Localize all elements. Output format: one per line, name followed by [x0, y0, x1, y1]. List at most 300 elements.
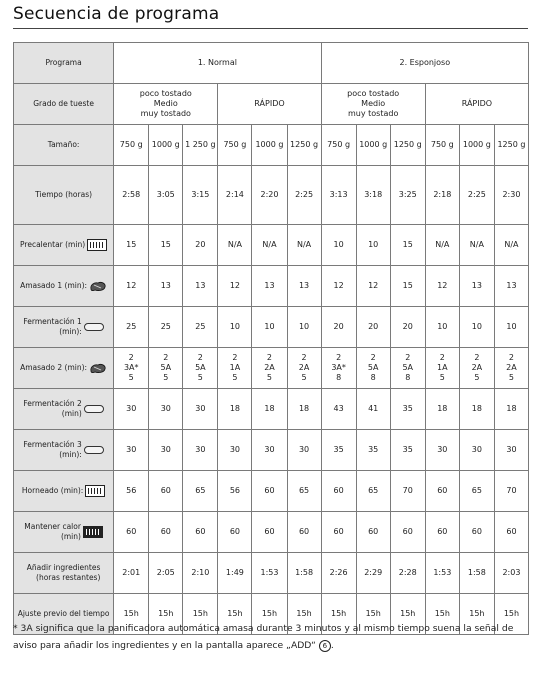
- size-label: Tamaño:: [14, 125, 114, 166]
- step-row: [14, 512, 529, 553]
- value-cell: [218, 471, 252, 512]
- step-row: [14, 553, 529, 594]
- value-line: 5: [128, 373, 134, 382]
- value-line: 3A*: [123, 363, 139, 372]
- value-line: 3A*: [331, 363, 346, 372]
- value-line: 60: [437, 527, 448, 536]
- value-cell: [287, 348, 321, 389]
- value-line: 2A: [471, 363, 483, 372]
- value-line: 30: [506, 445, 517, 454]
- value-line: N/A: [296, 240, 312, 249]
- value-line: 30: [126, 404, 137, 413]
- value-cell: [494, 512, 528, 553]
- step-label-line: (min):: [59, 327, 82, 336]
- step-row: [14, 225, 529, 266]
- value-cell: [218, 225, 252, 266]
- value-cell: [183, 430, 218, 471]
- step-label-line: (min):: [59, 450, 82, 459]
- value-line: 5: [266, 373, 273, 382]
- value-cell: [183, 389, 218, 430]
- step-row: [14, 430, 529, 471]
- kneading-icon: [89, 280, 107, 292]
- value-line: 5: [232, 373, 238, 382]
- value-cell: [356, 553, 390, 594]
- browning-rapid-esponjoso: RÁPIDO: [425, 84, 528, 125]
- value-cell: [425, 225, 459, 266]
- value-line: 15h: [261, 609, 278, 618]
- size-cell: 1000 g: [252, 125, 287, 166]
- value-cell: [114, 389, 149, 430]
- value-cell: [149, 348, 183, 389]
- value-line: 15: [160, 240, 171, 249]
- value-line: 2:01: [122, 568, 141, 577]
- value-line: 2: [301, 353, 307, 362]
- value-cell: [183, 471, 218, 512]
- step-row: [14, 166, 529, 225]
- value-line: N/A: [262, 240, 277, 249]
- step-label-line: (min): [60, 532, 81, 541]
- value-line: 2: [508, 353, 514, 362]
- value-line: 60: [333, 486, 344, 495]
- circled-number-icon: 6: [319, 640, 331, 652]
- value-line: 2A: [298, 363, 310, 372]
- program-row: [14, 43, 529, 84]
- value-cell: [494, 348, 528, 389]
- step-label-line: (horas restantes): [36, 573, 101, 582]
- value-line: 30: [160, 445, 171, 454]
- value-line: 30: [471, 445, 482, 454]
- value-cell: [390, 225, 425, 266]
- value-line: 5: [163, 373, 169, 382]
- browning-option: poco tostado: [139, 89, 192, 98]
- value-line: 60: [195, 527, 206, 536]
- value-cell: [494, 166, 528, 225]
- title-divider: [13, 28, 528, 29]
- value-line: 2:14: [225, 190, 244, 199]
- value-cell: [390, 307, 425, 348]
- value-line: 15: [402, 281, 413, 290]
- browning-label: Grado de tueste: [14, 84, 114, 125]
- value-cell: [356, 512, 390, 553]
- value-cell: [114, 307, 149, 348]
- browning-toasted-normal: [114, 84, 218, 125]
- value-cell: [149, 389, 183, 430]
- value-cell: [494, 553, 528, 594]
- step-label-line: Amasado 1 (min):: [20, 281, 88, 290]
- value-line: 12: [437, 281, 448, 290]
- step-row: [14, 348, 529, 389]
- value-cell: [252, 166, 287, 225]
- value-line: 35: [333, 445, 344, 454]
- value-line: 15: [402, 240, 413, 249]
- size-cell: 1000 g: [459, 125, 494, 166]
- step-label: [14, 512, 114, 553]
- value-cell: [425, 512, 459, 553]
- program-esponjoso: 2. Esponjoso: [321, 43, 528, 84]
- value-cell: [287, 430, 321, 471]
- value-cell: [494, 225, 528, 266]
- loaf-icon: [84, 446, 104, 454]
- value-line: 18: [471, 404, 482, 413]
- value-cell: [459, 389, 494, 430]
- value-line: 60: [160, 527, 171, 536]
- value-line: 20: [333, 322, 344, 331]
- value-line: 2:30: [502, 190, 521, 199]
- value-line: 25: [160, 322, 171, 331]
- value-line: 2:10: [191, 568, 210, 577]
- browning-row: [14, 84, 529, 125]
- step-label-line: (min): [61, 409, 82, 418]
- size-cell: 750 g: [218, 125, 252, 166]
- value-cell: [149, 471, 183, 512]
- program-sequence-table: [13, 42, 529, 635]
- value-line: 2:18: [433, 190, 452, 199]
- value-cell: [183, 307, 218, 348]
- value-line: 18: [298, 404, 310, 413]
- program-normal: 1. Normal: [114, 43, 321, 84]
- footnote-end: .: [330, 640, 334, 651]
- value-line: 20: [195, 240, 206, 249]
- value-cell: [114, 471, 149, 512]
- value-cell: [356, 389, 390, 430]
- value-line: 5: [439, 373, 445, 382]
- step-label-line: Amasado 2 (min):: [20, 363, 88, 372]
- value-line: 10: [368, 240, 379, 249]
- value-line: 60: [160, 486, 171, 495]
- value-cell: [149, 307, 183, 348]
- browning-rapid-normal: RÁPIDO: [218, 84, 321, 125]
- step-row: [14, 266, 529, 307]
- size-cell: 1250 g: [494, 125, 528, 166]
- value-line: 25: [195, 322, 206, 331]
- value-cell: [252, 266, 287, 307]
- value-line: 10: [298, 322, 310, 331]
- value-line: 15h: [296, 609, 312, 618]
- bake-icon: [85, 485, 105, 497]
- value-cell: [218, 430, 252, 471]
- value-line: 10: [333, 240, 344, 249]
- value-line: 2: [370, 353, 376, 362]
- value-line: 10: [437, 322, 448, 331]
- value-line: 2: [197, 353, 203, 362]
- step-row: [14, 389, 529, 430]
- value-line: 30: [264, 445, 275, 454]
- value-cell: [459, 166, 494, 225]
- value-cell: [425, 553, 459, 594]
- value-cell: [390, 471, 425, 512]
- step-label-line: Añadir ingredientes: [26, 563, 101, 572]
- value-line: 10: [506, 322, 517, 331]
- step-label-line: Mantener calor: [24, 522, 81, 531]
- value-cell: [218, 512, 252, 553]
- value-line: 60: [126, 527, 137, 536]
- value-cell: [114, 430, 149, 471]
- value-line: 15h: [192, 609, 208, 618]
- value-line: 5A: [367, 363, 379, 372]
- value-line: 60: [471, 527, 482, 536]
- step-label: [14, 389, 114, 430]
- preheat-icon: [87, 239, 107, 251]
- value-cell: [425, 348, 459, 389]
- value-line: N/A: [435, 240, 450, 249]
- step-label-line: Tiempo (horas): [35, 190, 93, 199]
- value-line: 56: [126, 486, 137, 495]
- value-line: 8: [336, 373, 342, 382]
- value-cell: [356, 266, 390, 307]
- value-cell: [356, 348, 390, 389]
- value-line: 3:18: [364, 190, 383, 199]
- value-cell: [252, 348, 287, 389]
- value-cell: [321, 307, 356, 348]
- value-cell: [390, 166, 425, 225]
- value-line: 1:49: [225, 568, 244, 577]
- value-line: 41: [368, 404, 379, 413]
- step-label-line: Fermentación 3: [23, 440, 82, 449]
- browning-option: muy tostado: [140, 109, 191, 118]
- value-line: 30: [195, 445, 206, 454]
- value-line: 30: [126, 445, 137, 454]
- value-line: 13: [298, 281, 310, 290]
- step-label-line: Horneado (min):: [21, 486, 84, 495]
- kneading-icon: [89, 362, 107, 374]
- value-cell: [390, 553, 425, 594]
- value-line: 30: [298, 445, 310, 454]
- value-cell: [183, 553, 218, 594]
- value-cell: [425, 471, 459, 512]
- value-cell: [149, 553, 183, 594]
- size-row: [14, 125, 529, 166]
- value-line: 15h: [503, 609, 520, 618]
- value-line: 60: [264, 527, 275, 536]
- value-cell: [459, 430, 494, 471]
- value-line: 1:58: [295, 568, 314, 577]
- value-cell: [425, 166, 459, 225]
- value-line: 60: [298, 527, 310, 536]
- step-row: [14, 471, 529, 512]
- browning-option: poco tostado: [347, 89, 400, 98]
- value-cell: [287, 471, 321, 512]
- value-line: 2: [474, 353, 480, 362]
- value-cell: [390, 348, 425, 389]
- value-line: 18: [437, 404, 448, 413]
- value-line: 5A: [402, 363, 414, 372]
- value-cell: [459, 266, 494, 307]
- size-cell: 1 250 g: [183, 125, 218, 166]
- value-line: 60: [229, 527, 240, 536]
- step-label: [14, 307, 114, 348]
- keep-warm-icon: [83, 526, 103, 538]
- value-line: 60: [402, 527, 413, 536]
- value-cell: [114, 348, 149, 389]
- value-line: 2:25: [295, 190, 314, 199]
- value-cell: [149, 166, 183, 225]
- value-line: 30: [160, 404, 171, 413]
- value-line: 12: [126, 281, 137, 290]
- value-line: 2:29: [364, 568, 383, 577]
- value-line: 2A: [264, 363, 275, 372]
- value-line: 5A: [195, 363, 206, 372]
- value-cell: [252, 512, 287, 553]
- value-line: 35: [368, 445, 379, 454]
- value-cell: [321, 471, 356, 512]
- value-cell: [425, 307, 459, 348]
- size-cell: 750 g: [425, 125, 459, 166]
- value-line: 60: [333, 527, 344, 536]
- value-cell: [183, 166, 218, 225]
- step-label-line: Fermentación 2: [23, 399, 82, 408]
- value-line: 2: [336, 353, 342, 362]
- value-cell: [252, 225, 287, 266]
- value-cell: [321, 225, 356, 266]
- browning-toasted-esponjoso: [321, 84, 425, 125]
- value-cell: [218, 166, 252, 225]
- value-cell: [114, 166, 149, 225]
- value-cell: [218, 348, 252, 389]
- loaf-icon: [84, 405, 104, 413]
- value-line: 15h: [331, 609, 347, 618]
- value-cell: [356, 225, 390, 266]
- value-line: 35: [402, 445, 413, 454]
- value-line: 1A: [229, 363, 241, 372]
- value-cell: [183, 225, 218, 266]
- value-cell: [459, 471, 494, 512]
- value-line: N/A: [469, 240, 484, 249]
- browning-option: Medio: [361, 99, 386, 108]
- value-cell: [356, 166, 390, 225]
- value-line: 10: [264, 322, 275, 331]
- value-line: 56: [229, 486, 240, 495]
- value-cell: [218, 389, 252, 430]
- value-line: 2:03: [502, 568, 521, 577]
- value-line: 8: [405, 373, 411, 382]
- value-cell: [149, 430, 183, 471]
- value-line: 70: [402, 486, 413, 495]
- value-cell: [114, 512, 149, 553]
- value-cell: [356, 471, 390, 512]
- value-line: 30: [195, 404, 206, 413]
- value-line: 2:20: [260, 190, 279, 199]
- value-line: 15h: [227, 609, 243, 618]
- value-cell: [494, 307, 528, 348]
- value-cell: [390, 430, 425, 471]
- page-title: Secuencia de programa: [13, 4, 220, 24]
- value-cell: [252, 471, 287, 512]
- value-cell: [459, 512, 494, 553]
- value-cell: [390, 266, 425, 307]
- value-cell: [356, 307, 390, 348]
- value-line: 3:25: [398, 190, 417, 199]
- value-cell: [356, 430, 390, 471]
- value-line: 5: [474, 373, 480, 382]
- value-cell: [321, 166, 356, 225]
- step-label: [14, 348, 114, 389]
- value-cell: [149, 225, 183, 266]
- program-label: Programa: [14, 43, 114, 84]
- value-line: 15h: [400, 609, 416, 618]
- value-line: 5: [301, 373, 307, 382]
- value-cell: [252, 553, 287, 594]
- value-line: 8: [370, 373, 376, 382]
- value-cell: [252, 430, 287, 471]
- value-cell: [494, 389, 528, 430]
- value-line: 15: [126, 240, 137, 249]
- footnote-text: * 3A significa que la panificadora automática amasa durante 3 minutos y al mismo tiempo suena la señal de aviso para añadir los ingredientes y en la pantalla aparece „ADD“: [13, 623, 514, 651]
- value-cell: [252, 307, 287, 348]
- value-cell: [218, 553, 252, 594]
- step-label: [14, 553, 114, 594]
- value-cell: [287, 307, 321, 348]
- step-label: [14, 266, 114, 307]
- value-line: 2: [128, 353, 134, 362]
- value-line: 30: [437, 445, 448, 454]
- value-line: 18: [229, 404, 240, 413]
- value-line: 3:13: [329, 190, 348, 199]
- value-cell: [390, 389, 425, 430]
- value-cell: [494, 430, 528, 471]
- value-cell: [459, 553, 494, 594]
- value-line: 43: [333, 404, 344, 413]
- value-cell: [114, 266, 149, 307]
- value-line: 5: [508, 373, 514, 382]
- value-line: 15h: [158, 609, 174, 618]
- value-cell: [321, 348, 356, 389]
- value-line: N/A: [227, 240, 242, 249]
- value-line: 12: [368, 281, 379, 290]
- size-cell: 1000 g: [356, 125, 390, 166]
- value-cell: [494, 471, 528, 512]
- value-line: 2: [405, 353, 411, 362]
- value-line: 65: [471, 486, 482, 495]
- value-cell: [183, 348, 218, 389]
- value-line: 5: [197, 373, 203, 382]
- value-line: 2: [266, 353, 273, 362]
- value-line: 10: [471, 322, 482, 331]
- value-line: 13: [471, 281, 482, 290]
- value-cell: [218, 307, 252, 348]
- size-cell: 1000 g: [149, 125, 183, 166]
- value-line: 3:05: [156, 190, 175, 199]
- value-cell: [459, 348, 494, 389]
- step-label-line: Ajuste previo del tiempo: [17, 609, 110, 618]
- value-line: 1:53: [260, 568, 279, 577]
- value-line: 60: [506, 527, 517, 536]
- value-line: 13: [195, 281, 206, 290]
- value-line: 2A: [506, 363, 517, 372]
- value-line: 2:58: [122, 190, 141, 199]
- value-cell: [287, 266, 321, 307]
- footnote: [13, 620, 529, 654]
- value-line: 2: [163, 353, 169, 362]
- value-line: 1:58: [467, 568, 486, 577]
- value-cell: [287, 512, 321, 553]
- value-line: N/A: [504, 240, 519, 249]
- value-line: 1:53: [433, 568, 452, 577]
- value-line: 2:26: [329, 568, 348, 577]
- value-cell: [149, 266, 183, 307]
- step-label: [14, 225, 114, 266]
- value-cell: [114, 553, 149, 594]
- step-row: [14, 307, 529, 348]
- value-line: 60: [264, 486, 275, 495]
- value-line: 20: [402, 322, 413, 331]
- value-line: 15h: [123, 609, 139, 618]
- value-cell: [494, 266, 528, 307]
- value-line: 70: [506, 486, 517, 495]
- value-cell: [149, 512, 183, 553]
- step-label: [14, 430, 114, 471]
- value-cell: [287, 225, 321, 266]
- value-cell: [287, 166, 321, 225]
